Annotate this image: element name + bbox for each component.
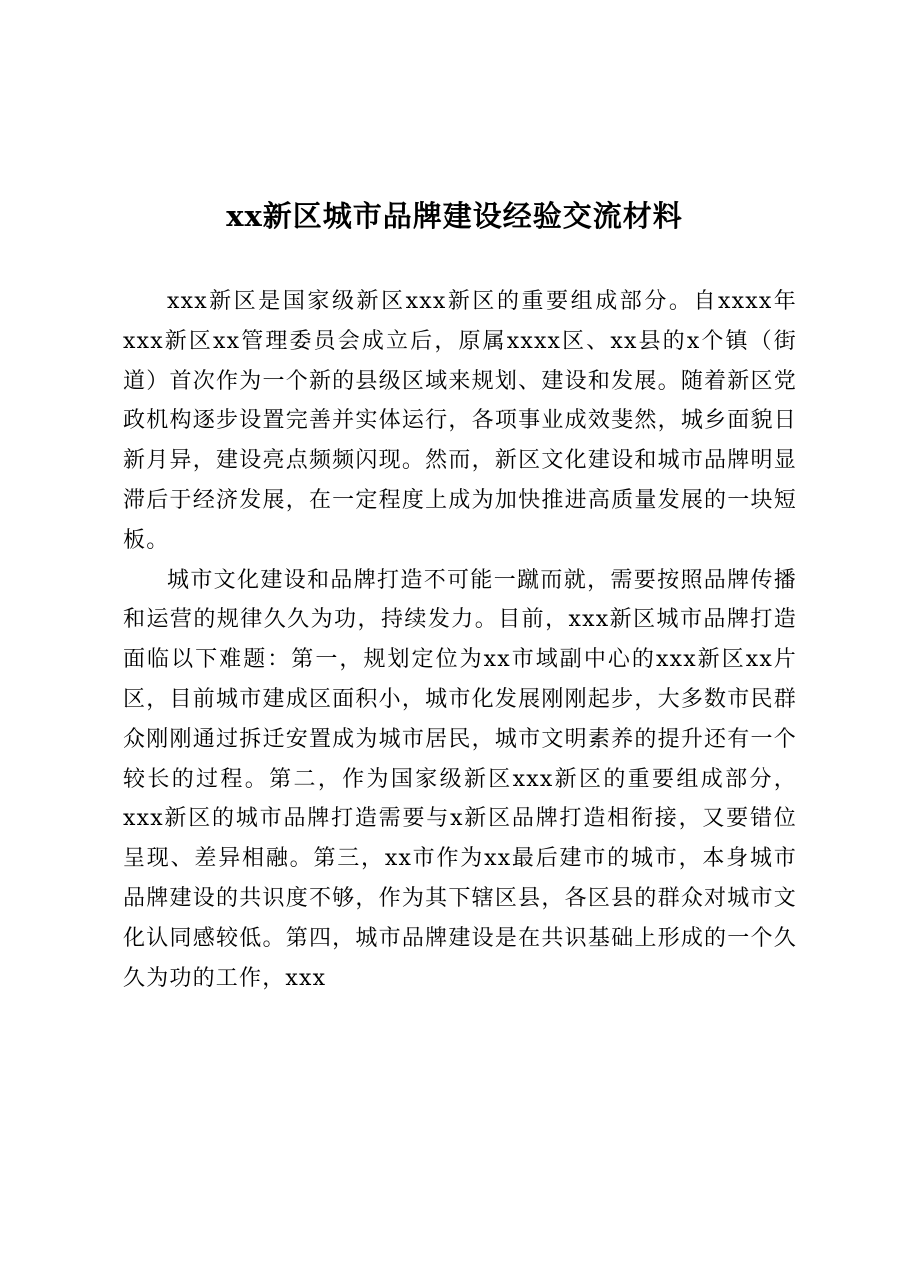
document-title: xx新区城市品牌建设经验交流材料 — [226, 199, 683, 233]
document-body — [123, 282, 797, 998]
paragraph-1: xxx新区是国家级新区xxx新区的重要组成部分。自xxxx年xxx新区xx管理委员会成立后，原属xxxx区、xx县的x个镇（街道）首次作为一个新的县级区域来规划、建设和发展。随着新区党政机构逐步设置完善并实体运行，各项事业成效斐然，城乡面貌日新月异，建设亮点频频闪现。然而，新区文化建设和城市品牌明显滞后于经济发展，在一定程度上成为加快推进高质量发展的一块短板。 — [123, 289, 797, 553]
paragraph-2: 城市文化建设和品牌打造不可能一蹴而就，需要按照品牌传播和运营的规律久久为功，持续发力。目前，xxx新区城市品牌打造面临以下难题：第一，规划定位为xx市域副中心的xxx新区xx片区，目前城市建成区面积小，城市化发展刚刚起步，大多数市民群众刚刚通过拆迁安置成为城市居民，城市文明素养的提升还有一个较长的过程。第二，作为国家级新区xxx新区的重要组成部分，xxx新区的城市品牌打造需要与x新区品牌打造相衔接，又要错位呈现、差异相融。第三，xx市作为xx最后建市的城市，本身城市品牌建设的共识度不够，作为其下辖区县，各区县的群众对城市文化认同感较低。第四，城市品牌建设是在共识基础上形成的一个久久为功的工作，xxx — [123, 567, 797, 991]
